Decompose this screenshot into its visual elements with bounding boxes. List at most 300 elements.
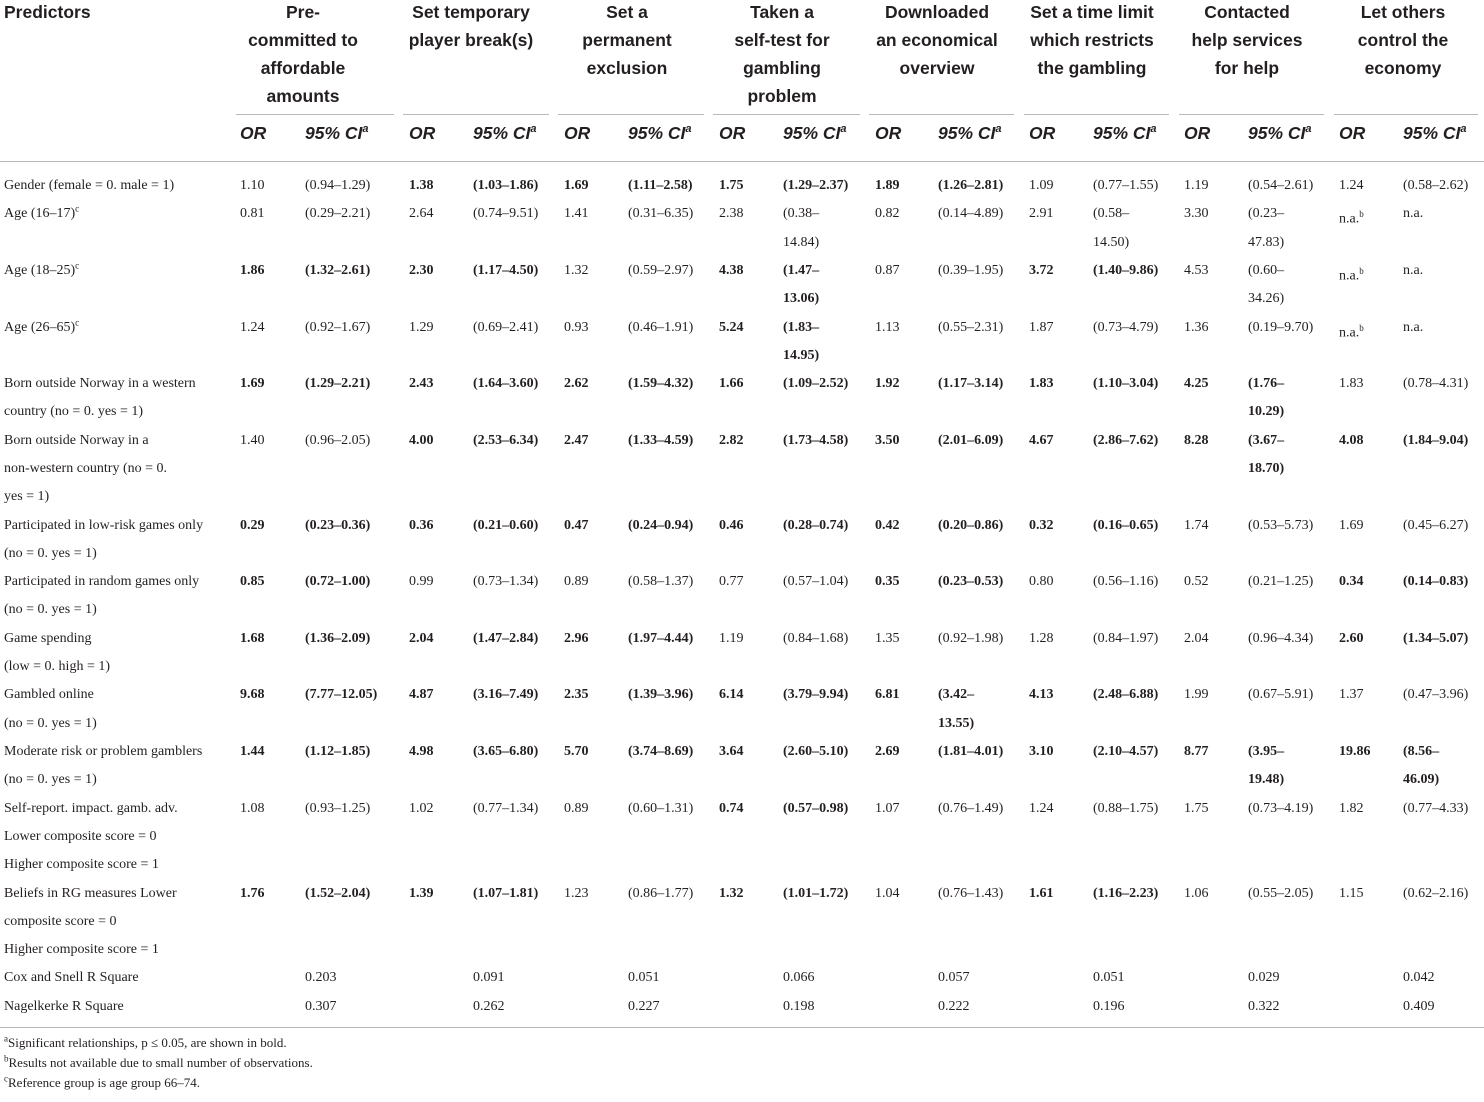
confidence-interval-cell [1403,795,1468,823]
odds-ratio-cell: n.a.$^b$ [1339,265,1364,284]
predictor-label-line: Game spending [4,630,92,646]
ci-line: n.a. [1403,319,1424,335]
ci-line: (3.42– [938,687,975,703]
odds-ratio-cell: 3.30 [1184,206,1209,222]
odds-ratio-cell: 1.32 [719,885,744,901]
or-subheader: OR [564,123,591,143]
column-header-line: the gambling [1037,58,1147,78]
odds-ratio-cell: 6.81 [875,687,900,703]
odds-ratio-cell: 19.86 [1339,744,1371,759]
confidence-interval-cell [938,681,974,738]
ci-subheader: 95% $CI^a$ [1093,123,1157,143]
confidence-interval-cell [305,625,370,653]
summary-value: 0.227 [628,998,660,1014]
ci-line: (1.39–3.96) [628,687,694,703]
confidence-interval-cell [783,314,819,371]
predictor-label-line: Age $(18-25)^c$ [4,260,80,278]
confidence-interval-cell [1093,314,1158,342]
ci-line: (0.92–1.98) [938,630,1004,646]
ci-line: (1.17–3.14) [938,376,1004,392]
confidence-interval-cell [628,200,693,228]
odds-ratio-cell: 1.66 [719,376,744,392]
column-header-line: amounts [266,86,340,106]
ci-line: (0.46–1.91) [628,319,694,335]
summary-value: 0.196 [1093,998,1125,1014]
confidence-interval-cell [473,427,538,455]
ci-line: (2.60–5.10) [783,744,849,759]
confidence-interval-cell [473,172,538,200]
or-subheader: OR [875,123,902,143]
confidence-interval-cell [1248,880,1313,908]
predictor-label-line: Born outside Norway in a western [4,376,196,392]
ci-line: (1.34–5.07) [1403,630,1469,646]
odds-ratio-cell: 0.89 [564,574,589,590]
odds-ratio-cell: 2.35 [564,687,589,703]
odds-ratio-cell: 1.39 [409,885,434,901]
odds-ratio-cell: 1.32 [564,262,589,278]
confidence-interval-cell [305,880,370,908]
confidence-interval-cell [473,314,538,342]
ci-line: (0.54–2.61) [1248,178,1314,193]
odds-ratio-cell: 1.82 [1339,800,1364,816]
ci-subheader: 95% $CI^a$ [938,123,1002,143]
ci-line: (0.94–1.29) [305,178,371,193]
column-header-line: for help [1214,58,1280,78]
confidence-interval-cell [628,568,693,596]
ci-line: (0.47–3.96) [1403,687,1469,703]
confidence-interval-cell [1403,681,1468,709]
summary-value: 0.203 [305,970,337,986]
confidence-interval-cell [783,370,848,398]
confidence-interval-cell [1403,257,1423,285]
ci-line: (0.55–2.31) [938,319,1004,335]
ci-line: (1.09–2.52) [783,376,849,392]
predictor-label-line: Lower composite score = 0 [4,828,157,844]
confidence-interval-cell [1403,625,1468,653]
ci-line: (0.23– [1248,206,1285,222]
confidence-interval-cell [1403,512,1468,540]
summary-value: 0.066 [783,970,815,986]
summary-value: 0.029 [1248,970,1280,986]
ci-line: (0.23–0.36) [305,517,371,533]
ci-line: 14.50) [1093,234,1130,250]
ci-line: (0.45–6.27) [1403,517,1469,533]
column-header-line: overview [899,58,975,78]
column-header-line: problem [747,86,817,106]
odds-ratio-cell: 0.81 [240,206,265,222]
confidence-interval-cell [305,200,370,228]
ci-line: (1.10–3.04) [1093,376,1159,392]
ci-line: (0.84–1.97) [1093,630,1159,646]
predictor-label-line: (low = 0. high = 1) [4,659,111,675]
odds-ratio-cell: 2.64 [409,206,434,222]
odds-ratio-cell: 0.93 [564,319,589,335]
odds-ratio-cell: 2.60 [1339,630,1364,646]
ci-line: 13.55) [938,715,975,731]
predictor-label-line: Participated in random games only [4,574,200,590]
confidence-interval-cell [783,427,848,455]
odds-ratio-cell: 2.91 [1029,206,1054,222]
odds-ratio-cell: 1.69 [240,376,265,392]
predictor-label-line: Beliefs in RG measures Lower [4,885,177,901]
odds-ratio-cell: 3.64 [719,744,744,759]
odds-ratio-cell: 1.24 [240,319,265,335]
odds-ratio-cell: 0.99 [409,574,434,590]
odds-ratio-cell: 1.83 [1029,376,1054,392]
odds-ratio-cell: 1.76 [240,885,265,901]
predictor-label-line: (no = 0. yes = 1) [4,772,97,788]
odds-ratio-cell: 1.86 [240,262,265,278]
odds-ratio-cell: 1.87 [1029,319,1054,335]
confidence-interval-cell [305,257,370,285]
confidence-interval-cell [938,625,1003,653]
ci-line: (1.40–9.86) [1093,262,1159,278]
ci-line: (0.73–4.19) [1248,800,1314,816]
odds-ratio-cell: 1.02 [409,800,434,816]
ci-line: (0.53–5.73) [1248,517,1314,533]
predictor-label-line: Self-report. impact. gamb. adv. [4,800,178,816]
confidence-interval-cell [1248,200,1284,257]
ci-line: (0.16–0.65) [1093,517,1159,533]
confidence-interval-cell [1403,568,1468,596]
ci-line: 47.83) [1248,234,1285,250]
column-header-line: Pre- [285,2,321,22]
odds-ratio-cell: 4.67 [1029,432,1054,448]
odds-ratio-cell: 2.30 [409,262,434,278]
ci-line: (0.73–4.79) [1093,319,1159,335]
odds-ratio-cell: 1.38 [409,178,434,193]
odds-ratio-cell: 2.62 [564,376,589,392]
confidence-interval-cell [473,795,538,823]
ci-line: (0.93–1.25) [305,800,371,816]
ci-subheader: 95% $CI^a$ [305,123,369,143]
odds-ratio-cell: n.a.$^b$ [1339,322,1364,341]
ci-line: (0.77–1.34) [473,800,539,816]
ci-line: (7.77–12.05) [305,687,378,703]
ci-line: (0.39–1.95) [938,262,1004,278]
odds-ratio-cell: 4.53 [1184,262,1209,278]
predictor-label-line: Gambled online [4,687,94,703]
odds-ratio-cell: 1.15 [1339,885,1364,901]
predictor-label [4,314,79,342]
odds-ratio-cell: 0.87 [875,262,900,278]
odds-ratio-cell: 0.36 [409,517,434,533]
confidence-interval-cell [938,314,1003,342]
column-header [223,0,383,110]
odds-ratio-cell: 2.69 [875,744,900,759]
ci-line: (0.92–1.67) [305,319,371,335]
ci-line: (0.31–6.35) [628,206,694,222]
odds-ratio-cell: 0.77 [719,574,744,590]
ci-line: (2.01–6.09) [938,432,1004,448]
predictor-label [4,738,202,795]
ci-line: (0.58– [1093,206,1130,222]
predictor-label-line: Born outside Norway in a [4,432,149,448]
predictor-label-line: Age $(26-65)^c$ [4,316,80,335]
column-header-line: gambling [743,58,821,78]
ci-line: (1.11–2.58) [628,178,693,193]
confidence-interval-cell [628,625,693,653]
table-rule [1334,114,1478,115]
ci-line: (2.86–7.62) [1093,432,1159,448]
table-rule [869,114,1014,115]
confidence-interval-cell [1093,738,1158,766]
ci-line: (0.56–1.16) [1093,574,1159,590]
odds-ratio-cell: 0.52 [1184,574,1209,590]
confidence-interval-cell [938,257,1003,285]
odds-ratio-cell: 1.19 [1184,178,1209,193]
column-header [391,0,551,54]
odds-ratio-cell: 1.37 [1339,687,1364,703]
ci-line: (3.16–7.49) [473,687,539,703]
odds-ratio-cell: 1.06 [1184,885,1209,901]
odds-ratio-cell: 1.24 [1339,178,1364,193]
confidence-interval-cell [1093,795,1158,823]
ci-subheader: 95% $CI^a$ [473,123,537,143]
odds-ratio-cell: 2.96 [564,630,589,646]
column-header-line: permanent [582,30,672,50]
odds-ratio-cell: 0.29 [240,517,265,533]
confidence-interval-cell [938,880,1003,908]
confidence-interval-cell [305,795,370,823]
odds-ratio-cell: 1.44 [240,744,265,759]
confidence-interval-cell [473,880,538,908]
ci-line: (2.48–6.88) [1093,687,1159,703]
summary-value: 0.322 [1248,998,1280,1014]
confidence-interval-cell [305,738,370,766]
confidence-interval-cell [1093,880,1158,908]
confidence-interval-cell [1093,172,1158,200]
odds-ratio-cell: 3.50 [875,432,900,448]
confidence-interval-cell [628,172,693,200]
column-header [547,0,707,82]
predictor-label-line: (no = 0. yes = 1) [4,602,97,618]
confidence-interval-cell [938,427,1003,455]
confidence-interval-cell [473,568,538,596]
predictor-label-line: (no = 0. yes = 1) [4,715,97,731]
odds-ratio-cell: 1.09 [1029,178,1054,193]
ci-line: (0.77–4.33) [1403,800,1469,816]
ci-line: (1.03–1.86) [473,178,539,193]
confidence-interval-cell [783,738,848,766]
odds-ratio-cell: 1.04 [875,885,900,901]
confidence-interval-cell [628,738,693,766]
predictor-label [4,512,203,569]
column-header [702,0,862,110]
ci-line: (0.69–2.41) [473,319,539,335]
column-header-line: exclusion [586,58,668,78]
ci-line: (0.20–0.86) [938,517,1004,533]
ci-line: (1.84–9.04) [1403,432,1469,448]
odds-ratio-cell: 4.87 [409,687,434,703]
ci-line: (0.76–1.43) [938,885,1004,901]
confidence-interval-cell [783,795,848,823]
odds-ratio-cell: 0.34 [1339,574,1364,590]
confidence-interval-cell [1093,370,1158,398]
odds-ratio-cell: 2.04 [409,630,434,646]
summary-value: 0.198 [783,998,815,1014]
ci-line: (0.76–1.49) [938,800,1004,816]
ci-line: (0.96–2.05) [305,432,371,448]
confidence-interval-cell [628,681,693,709]
column-header-line: help services [1191,30,1303,50]
odds-ratio-cell: 1.07 [875,800,900,816]
or-subheader: OR [240,123,267,143]
predictor-label [4,370,196,427]
ci-line: (0.57–1.04) [783,574,849,590]
summary-value: 0.051 [1093,970,1125,986]
summary-label: Nagelkerke R Square [4,998,124,1014]
confidence-interval-cell [305,370,370,398]
odds-ratio-cell: 5.24 [719,319,744,335]
ci-line: (1.76– [1248,376,1285,392]
or-subheader: OR [1184,123,1211,143]
confidence-interval-cell [628,257,693,285]
confidence-interval-cell [1403,880,1468,908]
odds-ratio-cell: 0.35 [875,574,900,590]
confidence-interval-cell [938,512,1003,540]
ci-line: (3.67– [1248,432,1285,448]
predictor-label-line: (no = 0. yes = 1) [4,545,97,561]
odds-ratio-cell: 4.25 [1184,376,1209,392]
table-rule [403,114,549,115]
column-header-line: an economical [876,30,998,50]
ci-line: (0.74–9.51) [473,206,539,222]
column-header [1012,0,1172,82]
predictor-label [4,427,167,512]
predictor-label-line: Moderate risk or problem gamblers [4,744,203,759]
odds-ratio-cell: 4.13 [1029,687,1054,703]
ci-line: (0.24–0.94) [628,517,694,533]
ci-line: (8.56– [1403,744,1440,759]
column-header-line: Downloaded [884,2,990,22]
confidence-interval-cell [305,568,370,596]
confidence-interval-cell [1248,625,1313,653]
confidence-interval-cell [1403,200,1423,228]
predictor-label [4,172,174,200]
ci-line: (3.95– [1248,744,1285,759]
ci-line: (3.65–6.80) [473,744,539,759]
confidence-interval-cell [1093,568,1158,596]
ci-line: (1.59–4.32) [628,376,694,392]
confidence-interval-cell [628,512,693,540]
confidence-interval-cell [938,370,1003,398]
summary-value: 0.042 [1403,970,1435,986]
confidence-interval-cell [783,681,848,709]
or-subheader: OR [1029,123,1056,143]
odds-ratio-cell: 1.36 [1184,319,1209,335]
odds-ratio-cell: 2.04 [1184,630,1209,646]
confidence-interval-cell [628,370,693,398]
odds-ratio-cell: 0.80 [1029,574,1054,590]
column-header-line: Set a time limit [1030,2,1154,22]
confidence-interval-cell [783,512,848,540]
ci-line: (1.16–2.23) [1093,885,1159,901]
ci-line: (0.28–0.74) [783,517,849,533]
table-rule [558,114,704,115]
confidence-interval-cell [473,200,538,228]
ci-line: (2.10–4.57) [1093,744,1159,759]
predictor-label [4,257,79,285]
ci-line: (0.72–1.00) [305,574,371,590]
ci-line: (1.29–2.21) [305,376,371,392]
ci-line: (1.83– [783,319,820,335]
confidence-interval-cell [1248,795,1313,823]
odds-ratio-cell: 1.83 [1339,376,1364,392]
confidence-interval-cell [1093,257,1158,285]
confidence-interval-cell [628,795,693,823]
predictor-label-line: Gender (female = 0. male = 1) [4,178,175,193]
ci-line: (2.53–6.34) [473,432,539,448]
ci-line: (1.97–4.44) [628,630,694,646]
confidence-interval-cell [1248,314,1313,342]
confidence-interval-cell [1403,370,1468,398]
predictor-label [4,681,97,738]
predictor-label [4,795,178,880]
ci-line: (0.78–4.31) [1403,376,1469,392]
confidence-interval-cell [628,880,693,908]
confidence-interval-cell [1248,512,1313,540]
ci-line: (0.96–4.34) [1248,630,1314,646]
confidence-interval-cell [783,257,819,314]
confidence-interval-cell [783,172,848,200]
ci-line: (1.01–1.72) [783,885,849,901]
odds-ratio-cell: 0.74 [719,800,744,816]
or-subheader: OR [719,123,746,143]
ci-line: (0.55–2.05) [1248,885,1314,901]
ci-line: n.a. [1403,206,1424,222]
confidence-interval-cell [305,314,370,342]
ci-subheader: 95% $CI^a$ [1248,123,1312,143]
table-rule [0,161,1484,162]
summary-label: Cox and Snell R Square [4,970,139,986]
confidence-interval-cell [305,427,370,455]
odds-ratio-cell: 1.68 [240,630,265,646]
column-header-line: Contacted [1204,2,1290,22]
confidence-interval-cell [783,625,848,653]
ci-line: (0.58–1.37) [628,574,694,590]
ci-line: (0.67–5.91) [1248,687,1314,703]
odds-ratio-cell: 1.24 [1029,800,1054,816]
ci-line: (0.29–2.21) [305,206,371,222]
odds-ratio-cell: 1.69 [1339,517,1364,533]
odds-ratio-cell: 0.47 [564,517,589,533]
ci-line: (1.26–2.81) [938,178,1004,193]
summary-value: 0.222 [938,998,970,1014]
ci-line: 14.84) [783,234,820,250]
ci-line: (0.57–0.98) [783,800,849,816]
odds-ratio-cell: 0.32 [1029,517,1054,533]
odds-ratio-cell: 1.61 [1029,885,1054,901]
predictor-label-line: Higher composite score = 1 [4,942,159,958]
ci-subheader: 95% $CI^a$ [1403,123,1467,143]
ci-line: (0.23–0.53) [938,574,1004,590]
ci-subheader: 95% $CI^a$ [628,123,692,143]
ci-line: (1.07–1.81) [473,885,539,901]
odds-ratio-cell: 8.28 [1184,432,1209,448]
table-rule [236,114,394,115]
ci-line: (0.59–2.97) [628,262,694,278]
odds-ratio-cell: 1.10 [240,178,265,193]
odds-ratio-cell: 0.46 [719,517,744,533]
ci-line: (0.19–9.70) [1248,319,1314,335]
confidence-interval-cell [938,738,1003,766]
confidence-interval-cell [938,200,1003,228]
confidence-interval-cell [1093,681,1158,709]
footnote: $^c$Reference group is age group 66–74. [4,1073,201,1090]
ci-line: (3.79–9.94) [783,687,849,703]
footnote: $^b$Results not available due to small number of observations. [4,1053,313,1070]
